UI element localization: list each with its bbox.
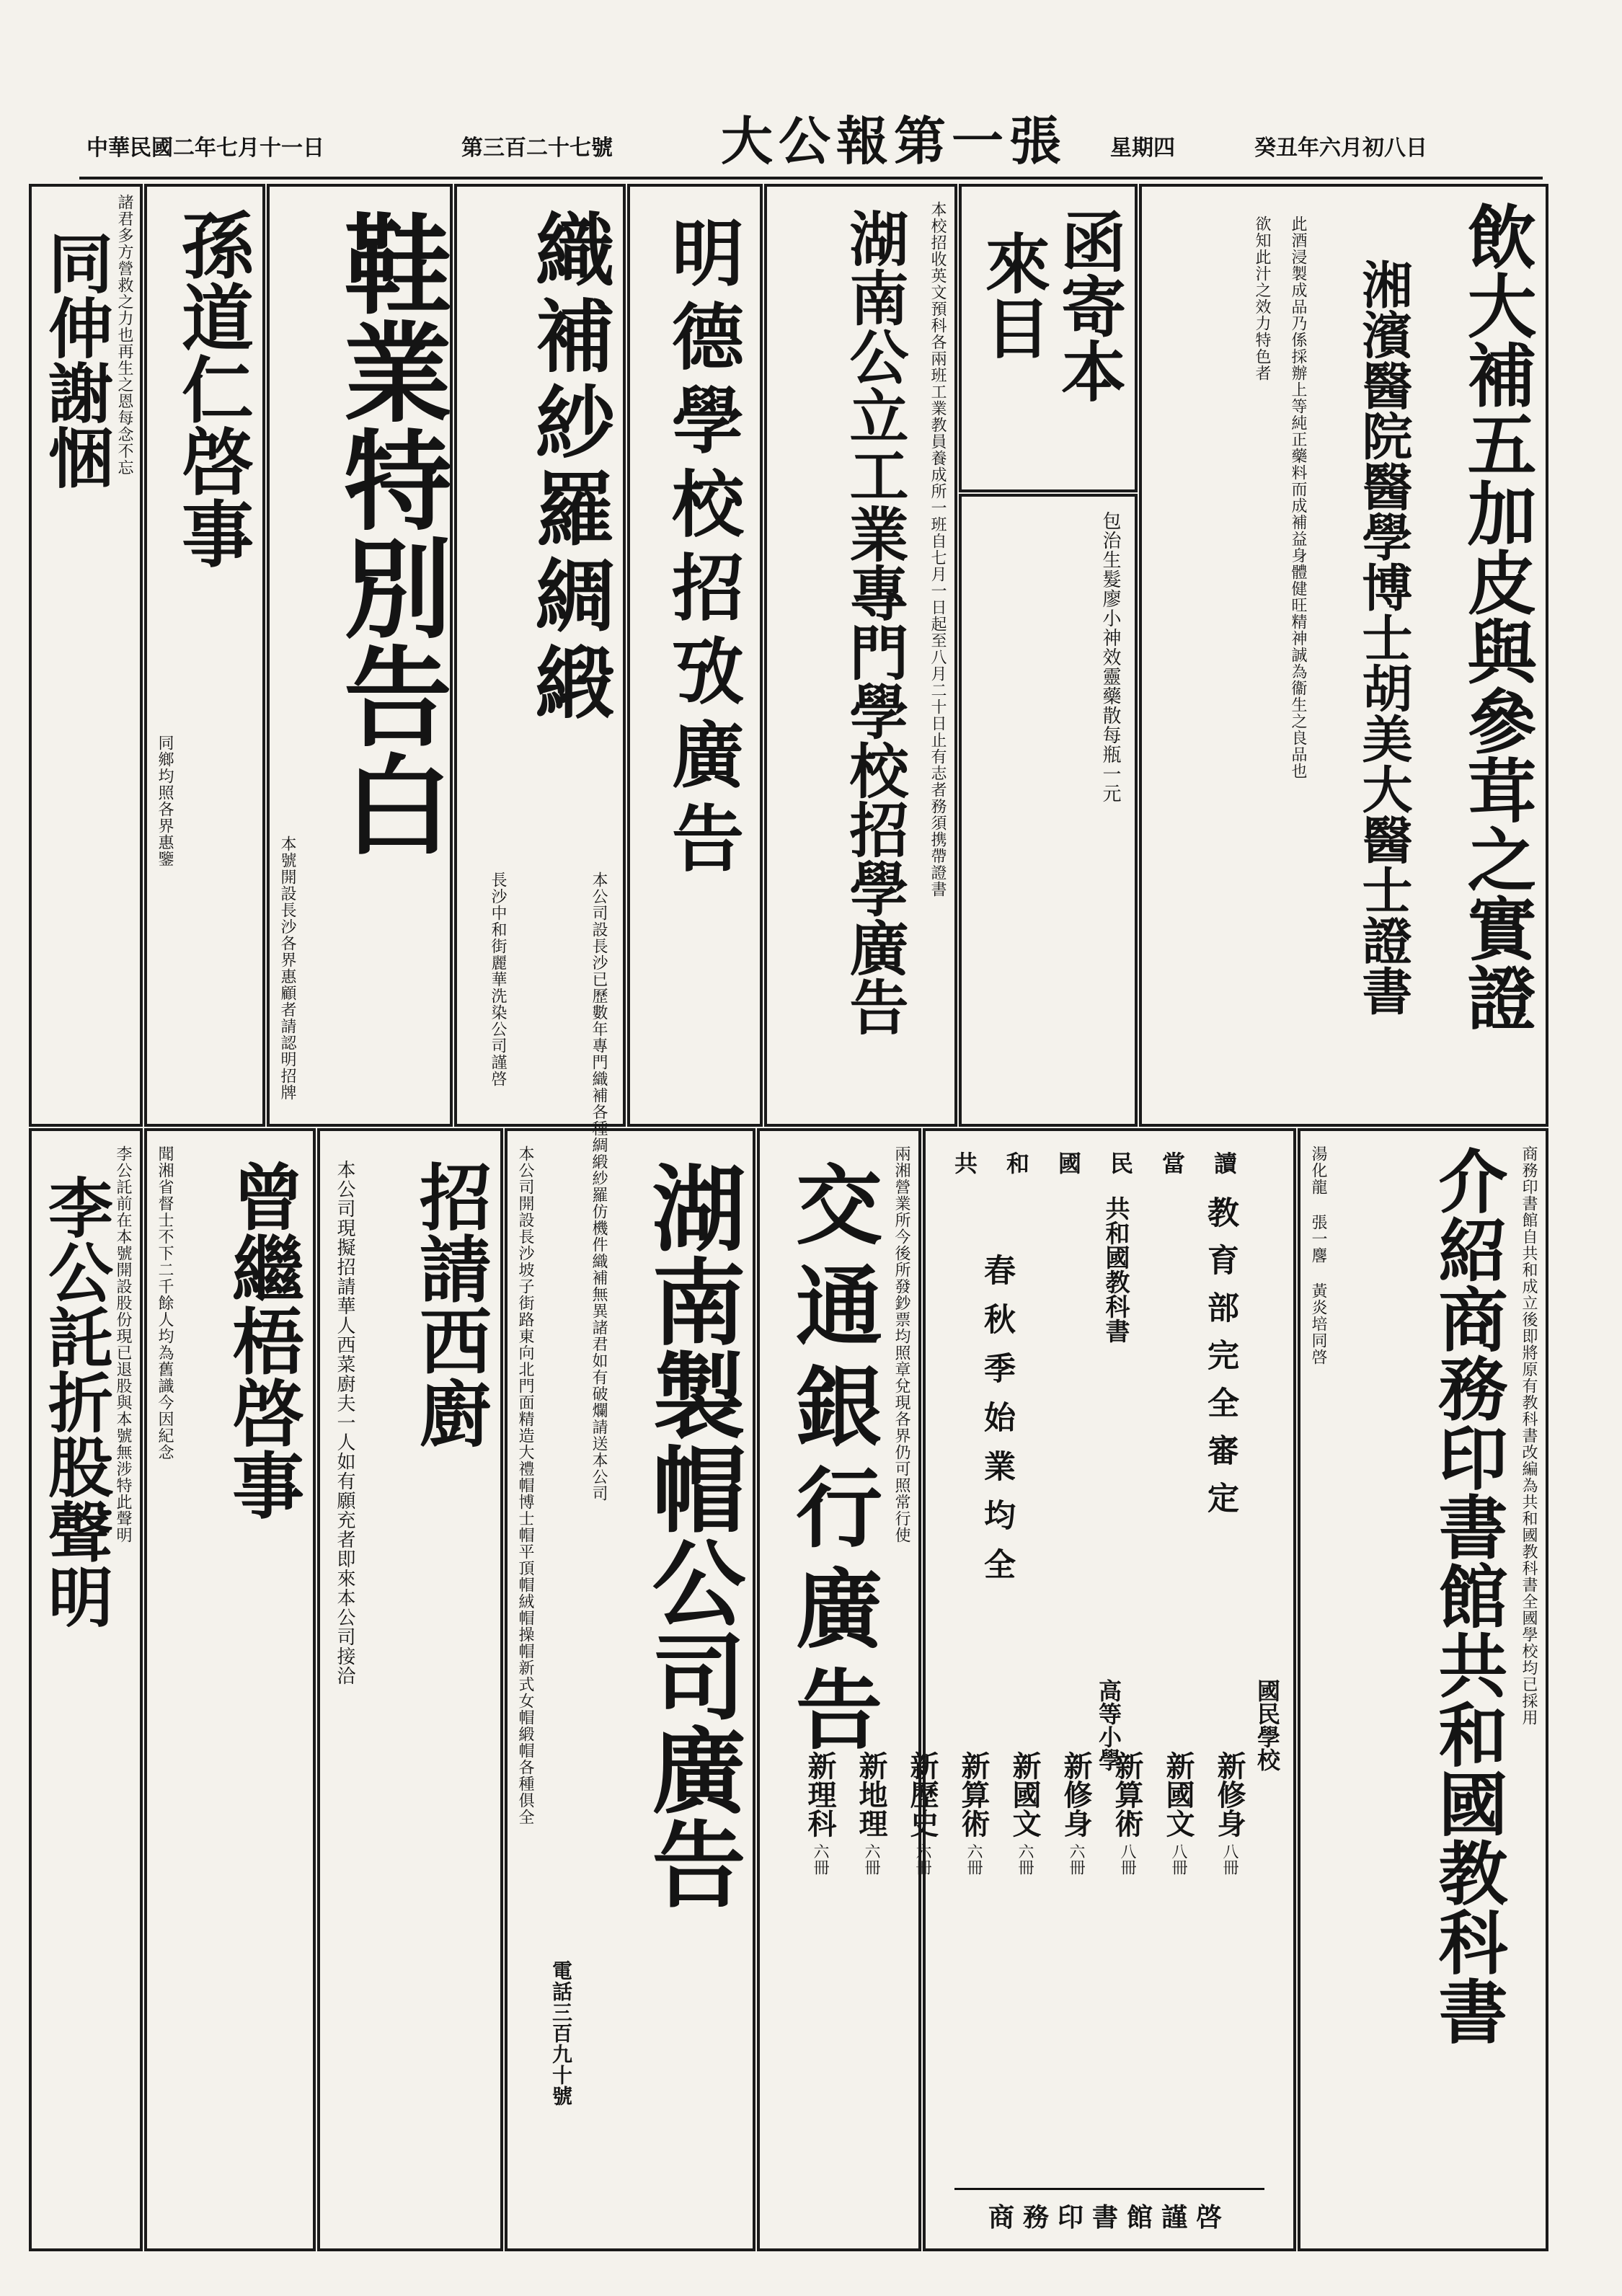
ad-knitting-address: 長沙中和街麗華洗染公司謹啓 xyxy=(489,872,507,1087)
ad-hat xyxy=(505,1128,755,2251)
masthead-date-left: 中華民國二年七月十一日 xyxy=(87,136,324,161)
book-item: 新國文 六冊 xyxy=(1008,1751,1042,1875)
textbook-title: 教育部完全審定 xyxy=(1202,1196,1238,1529)
ad-medicine-body: 包治生髮廖小神效靈藥散每瓶一元 xyxy=(1099,511,1121,803)
ad-hunan-school-body: 本校招收英文預科各兩班工業教員養成所一班自七月一日起至八月二十日止有志者務須携帶證書 xyxy=(929,201,947,897)
ad-thanks-body: 諸君多方營救之力也再生之恩每念不忘 xyxy=(115,194,133,476)
ad-ming-de xyxy=(627,184,763,1127)
ad-cook-body: 本公司現擬招請華人西菜廚夫一人如有願充者即來本公司接洽 xyxy=(334,1160,355,1685)
book-item: 新理科 六冊 xyxy=(803,1751,837,1875)
book-item: 新算術 六冊 xyxy=(957,1751,991,1875)
ad-sun xyxy=(144,184,265,1127)
masthead xyxy=(87,110,1557,173)
textbook-season: 春秋季始業均全 xyxy=(978,1254,1015,1597)
ad-cook xyxy=(317,1128,503,2251)
ad-li-body: 李公託前在本號開設股份現已退股與本號無涉特此聲明 xyxy=(114,1145,132,1543)
ad-knitting-body: 本公司設長沙已歷數年專門織補各種綢緞紗羅仿機件織補無異諸君如有破爛請送本公司 xyxy=(590,872,608,1502)
ad-health-wine-title: 飲大補五加皮與參茸之實證 xyxy=(1456,201,1538,1032)
masthead-title: 大公報第一張 xyxy=(721,110,1068,172)
book-item: 新修身 八冊 xyxy=(1213,1751,1246,1875)
ad-thanks xyxy=(29,184,143,1127)
book-item: 新歷史 六冊 xyxy=(905,1751,939,1875)
ad-shoes-body: 本號開設長沙各界惠顧者請認明招牌 xyxy=(278,835,296,1101)
ad-commercial-title: 介紹商務印書館共和國教科書 xyxy=(1427,1145,1509,2045)
ad-stock-line1: 函寄本 xyxy=(1050,208,1126,403)
textbook-series: 共和國民當讀 xyxy=(954,1150,1267,1177)
ad-health-wine-note: 欲知此汁之效力特色者 xyxy=(1253,216,1271,381)
textbook-higher: 高等小學 xyxy=(1095,1679,1122,1771)
ad-cook-title: 招請西廚 xyxy=(407,1160,492,1448)
textbook-footer: 商務印書館謹啓 xyxy=(954,2188,1264,2234)
ad-bank-title: 交通銀行廣告 xyxy=(781,1160,883,1765)
book-item: 新修身 六冊 xyxy=(1059,1751,1093,1875)
ad-zeng-title: 曾繼梧啓事 xyxy=(220,1160,305,1520)
ad-sun-body: 同鄉均照各界惠鑒 xyxy=(156,735,174,867)
ad-hat-body: 本公司開設長沙坡子街路東向北門面精造大禮帽博士帽平頂帽絨帽操帽新式女帽緞帽各種俱全 xyxy=(516,1145,534,1825)
ad-health-wine-body: 此酒浸製成品乃係採辦上等純正藥料而成補益身體健旺精神誠為衞生之良品也 xyxy=(1289,216,1307,779)
ad-hunan-school xyxy=(764,184,957,1127)
ad-zeng xyxy=(144,1128,316,2251)
ad-stock xyxy=(959,184,1138,492)
textbook-subtitle: 共和國教科書 xyxy=(1101,1196,1130,1343)
ad-health-wine xyxy=(1139,184,1548,1127)
ad-medicine xyxy=(959,494,1138,1127)
masthead-weekday: 星期四 xyxy=(1110,136,1175,161)
ad-bank xyxy=(757,1128,921,2251)
ad-bank-body: 兩湘營業所今後所發鈔票均照章兌現各界仍可照常行使 xyxy=(892,1145,910,1543)
ad-stock-line2: 來目 xyxy=(974,230,1050,360)
ad-shoes-title: 鞋業特別告白 xyxy=(325,208,452,857)
ad-li xyxy=(29,1128,143,2251)
ad-hunan-school-title: 湖南公立工業專門學校招學廣告 xyxy=(840,208,909,1036)
textbook-book-list xyxy=(803,1751,1250,1875)
masthead-rule xyxy=(79,177,1543,179)
book-item: 新算術 八冊 xyxy=(1110,1751,1144,1875)
ad-sun-title: 孫道仁啓事 xyxy=(169,208,254,569)
ad-commercial-signers: 湯化龍 張一麐 黃炎培同啓 xyxy=(1309,1145,1327,1365)
book-item: 新國文 八冊 xyxy=(1161,1751,1195,1875)
masthead-issue: 第三百二十七號 xyxy=(461,136,613,161)
textbook-section: 國民學校 xyxy=(1254,1679,1281,1771)
ad-hat-contact: 電話三百九十號 xyxy=(549,1960,573,2106)
ad-commercial-body: 商務印書館自共和成立後即將原有教科書改編為共和國教科書全國學校均已採用 xyxy=(1520,1145,1538,1726)
ad-hat-title: 湖南製帽公司廣告 xyxy=(637,1160,747,1910)
ad-commercial xyxy=(1298,1128,1548,2251)
ad-zeng-body: 聞湘省督士不下二千餘人均為舊識今因紀念 xyxy=(156,1145,174,1461)
ad-shoes xyxy=(267,184,453,1127)
book-item: 新地理 六冊 xyxy=(854,1751,888,1875)
masthead-date-right: 癸丑年六月初八日 xyxy=(1254,136,1427,161)
ad-thanks-title: 同伸謝悃 xyxy=(37,230,113,489)
ad-knitting-title: 織補紗羅綢緞 xyxy=(523,208,616,727)
ad-ming-de-title: 明德學校招攷廣告 xyxy=(660,216,745,885)
ad-health-wine-sub: 湘濱醫院醫學博士胡美大醫士證書 xyxy=(1354,259,1414,1016)
ad-li-title: 李公託折股聲明 xyxy=(37,1174,113,1628)
